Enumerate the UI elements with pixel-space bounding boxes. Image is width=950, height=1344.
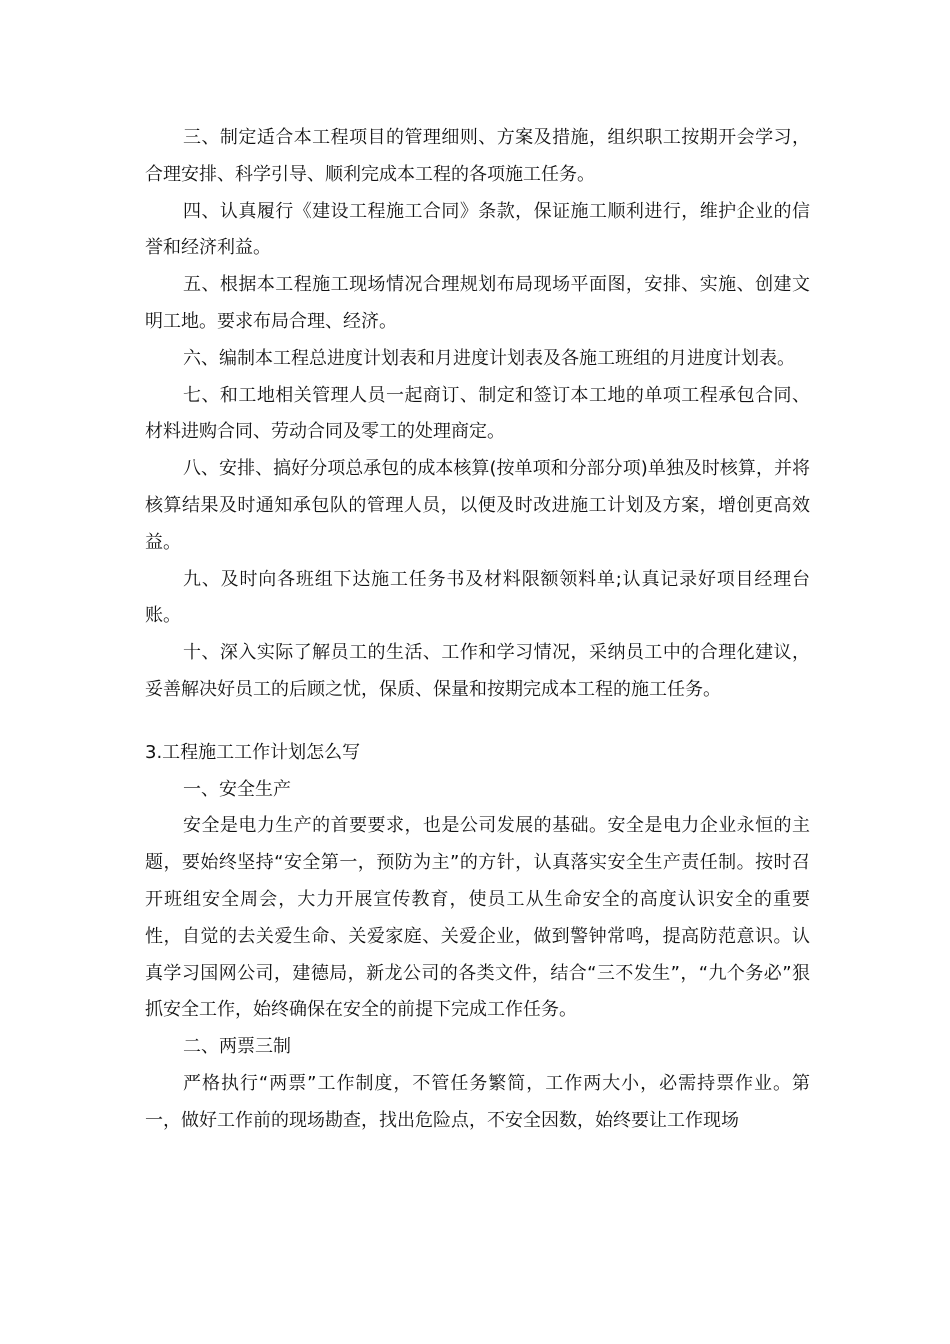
paragraph-item-7: 七、和工地相关管理人员一起商订、制定和签订本工地的单项工程承包合同、材料进购合同、劳动合同及零工的处理商定。 <box>145 384 810 443</box>
subheading-tickets: 二、两票三制 <box>183 1036 291 1058</box>
paragraph-tickets: 严格执行“两票”工作制度，不管任务繁简，工作两大小，必需持票作业。第一，做好工作前的现场勘查，找出危险点，不安全因数，始终要让工作现场 <box>145 1072 810 1131</box>
paragraph-safety: 安全是电力生产的首要要求，也是公司发展的基础。安全是电力企业永恒的主题，要始终坚持“安全第一，预防为主”的方针，认真落实安全生产责任制。按时召开班组安全周会，大力开展宣传教育，使员工从生命安全的高度认识安全的重要性，自觉的去关爱生命、关爱家庭、关爱企业，做到警钟常鸣，提高防范意识。认真学习国网公司，建德局，新龙公司的各类文件，结合“三不发生”，“九个务必”狠抓安全工作，始终确保在安全的前提下完成工作任务。 <box>145 815 810 1021</box>
subheading-safety: 一、安全生产 <box>183 778 291 800</box>
paragraph-item-10: 十、深入实际了解员工的生活、工作和学习情况，采纳员工中的合理化建议，妥善解决好员工的后顾之忧，保质、保量和按期完成本工程的施工任务。 <box>145 642 810 700</box>
paragraph-item-5: 五、根据本工程施工现场情况合理规划布局现场平面图，安排、实施、创建文明工地。要求布局合理、经济。 <box>145 274 810 332</box>
section-heading: 3.工程施工工作计划怎么写 <box>145 741 361 763</box>
paragraph-item-4: 四、认真履行《建设工程施工合同》条款，保证施工顺利进行，维护企业的信誉和经济利益。 <box>145 200 810 259</box>
paragraph-item-6: 六、编制本工程总进度计划表和月进度计划表及各施工班组的月进度计划表。 <box>183 347 795 369</box>
paragraph-item-3: 三、制定适合本工程项目的管理细则、方案及措施，组织职工按期开会学习，合理安排、科学引导、顺利完成本工程的各项施工任务。 <box>145 127 810 185</box>
paragraph-item-9: 九、及时向各班组下达施工任务书及材料限额领料单;认真记录好项目经理台账。 <box>145 568 810 627</box>
document-body <box>145 120 810 1140</box>
paragraph-item-8: 八、安排、搞好分项总承包的成本核算(按单项和分部分项)单独及时核算，并将核算结果及时通知承包队的管理人员，以便及时改进施工计划及方案，增创更高效益。 <box>145 458 810 553</box>
